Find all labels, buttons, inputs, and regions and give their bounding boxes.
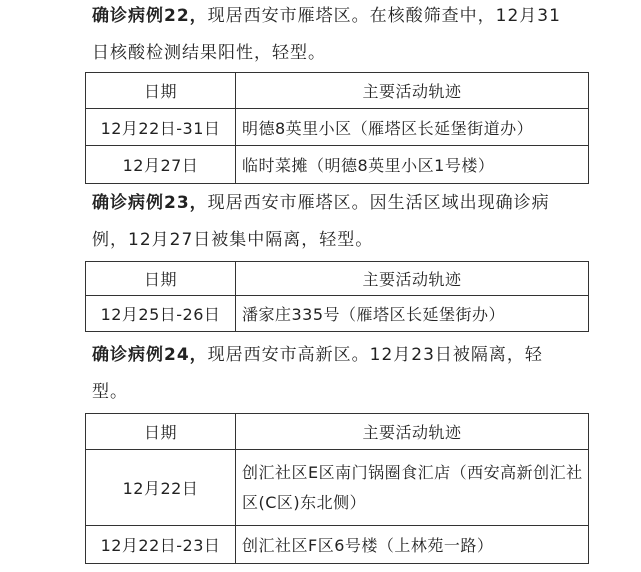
case-22-title: 确诊病例22，: [92, 6, 208, 26]
table-row: [86, 146, 589, 184]
table-header-row: [86, 73, 589, 109]
case-24-description: [92, 337, 592, 411]
case-22-table: [85, 72, 589, 184]
column-header-track: 主要活动轨迹: [236, 262, 589, 296]
case-22-text-line2: 日核酸检测结果阳性，轻型。: [92, 43, 326, 63]
case-24-text-line2: 型。: [92, 382, 128, 402]
cell-track: 明德8英里小区（雁塔区长延堡街道办）: [236, 109, 589, 146]
case-24-text-line1: 现居西安市高新区。12月23日被隔离，轻: [207, 345, 543, 365]
cell-track: 创汇社区F区6号楼（上林苑一路）: [236, 526, 589, 564]
cell-date: 12月27日: [86, 146, 236, 184]
cell-date: 12月25日-26日: [86, 296, 236, 332]
column-header-date: 日期: [86, 262, 236, 296]
table-header-row: [86, 262, 589, 296]
table-row: [86, 450, 589, 526]
case-24-table: [85, 413, 589, 564]
cell-date: 12月22日: [86, 450, 236, 526]
table-row: [86, 109, 589, 146]
case-22-description: [92, 0, 592, 72]
cell-track: 创汇社区E区南门锅圈食汇店（西安高新创汇社区(C区)东北侧）: [236, 450, 589, 526]
table-row: [86, 296, 589, 332]
case-22-text-line1: 现居西安市雁塔区。在核酸筛查中，12月31: [207, 6, 561, 26]
case-23-description: [92, 185, 592, 259]
column-header-track: 主要活动轨迹: [236, 73, 589, 109]
column-header-track: 主要活动轨迹: [236, 414, 589, 450]
cell-track: 潘家庄335号（雁塔区长延堡街办）: [236, 296, 589, 332]
case-23-title: 确诊病例23，: [92, 193, 208, 213]
column-header-date: 日期: [86, 414, 236, 450]
cell-track: 临时菜摊（明德8英里小区1号楼）: [236, 146, 589, 184]
column-header-date: 日期: [86, 73, 236, 109]
case-24-title: 确诊病例24，: [92, 345, 208, 365]
case-23-text-line2: 例，12月27日被集中隔离，轻型。: [92, 230, 374, 250]
table-header-row: [86, 414, 589, 450]
table-row: [86, 526, 589, 564]
cell-date: 12月22日-23日: [86, 526, 236, 564]
cell-date: 12月22日-31日: [86, 109, 236, 146]
case-23-text-line1: 现居西安市雁塔区。因生活区域出现确诊病: [207, 193, 550, 213]
case-23-table: [85, 261, 589, 332]
